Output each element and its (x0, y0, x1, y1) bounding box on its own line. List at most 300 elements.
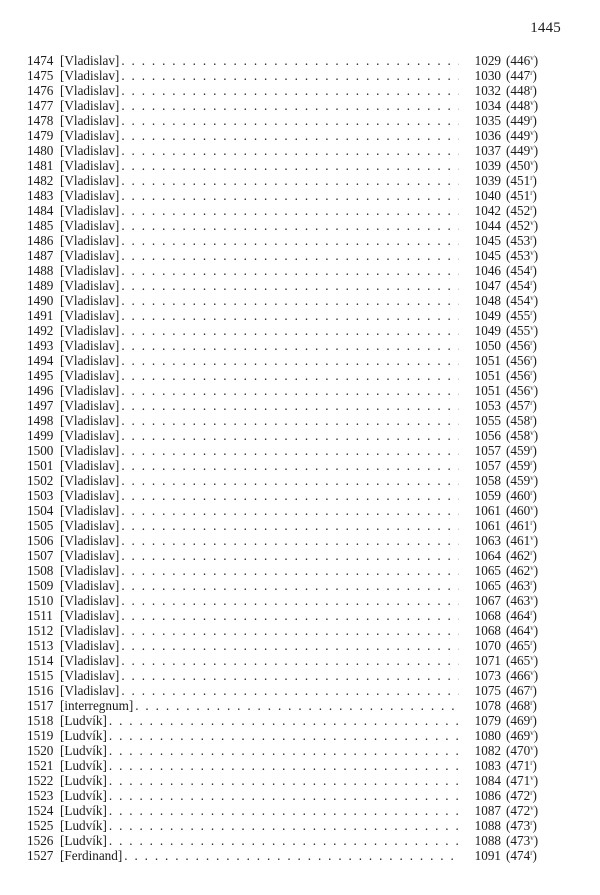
dot-leader (121, 83, 459, 98)
folio-side: v (530, 624, 534, 632)
entry-folio: (454$^v$) (506, 293, 539, 308)
folio-number: 450 (510, 158, 531, 173)
dot-leader (121, 443, 459, 458)
entry-page: 1061 (474, 518, 501, 533)
entry-name: [Ludvík] (60, 788, 107, 803)
entry-folio: (472$^v$) (506, 803, 539, 818)
index-entry (27, 518, 562, 533)
entry-page: 1042 (474, 203, 501, 218)
entry-page: 1032 (474, 83, 501, 98)
entry-page: 1065 (474, 563, 501, 578)
entry-year: 1481 (27, 158, 54, 173)
folio-number: 460 (510, 488, 531, 503)
dot-leader (121, 278, 459, 293)
folio-number: 448 (510, 83, 531, 98)
entry-year: 1486 (27, 233, 54, 248)
entry-folio: (451$^r$) (506, 188, 537, 203)
dot-leader (121, 458, 459, 473)
folio-side: v (530, 504, 534, 512)
folio-side: r (530, 819, 533, 827)
dot-leader (121, 323, 459, 338)
entry-folio: (462$^v$) (506, 563, 539, 578)
folio-side: r (530, 354, 533, 362)
dot-leader (135, 698, 459, 713)
entry-year: 1497 (27, 398, 54, 413)
index-entry (27, 578, 562, 593)
folio-side: r (530, 69, 533, 77)
entry-page: 1055 (474, 413, 501, 428)
folio-number: 470 (510, 743, 531, 758)
entry-name: [Ludvík] (60, 713, 107, 728)
dot-leader (121, 53, 459, 68)
dot-leader (109, 773, 459, 788)
entry-name: [Vladislav] (60, 383, 120, 398)
entry-folio: (446$^v$) (506, 53, 539, 68)
entry-name: [Ludvík] (60, 773, 107, 788)
dot-leader (121, 113, 459, 128)
dot-leader (109, 743, 459, 758)
entry-page: 1067 (474, 593, 501, 608)
folio-number: 453 (510, 233, 531, 248)
entry-year: 1476 (27, 83, 54, 98)
entry-page: 1053 (474, 398, 501, 413)
dot-leader (121, 488, 459, 503)
entry-folio: (459$^r$) (506, 458, 537, 473)
folio-number: 461 (510, 518, 531, 533)
folio-number: 467 (510, 683, 531, 698)
entry-page: 1035 (474, 113, 501, 128)
folio-side: v (530, 744, 534, 752)
index-entry (27, 278, 562, 293)
entry-name: [Vladislav] (60, 323, 120, 338)
entry-page: 1047 (474, 278, 501, 293)
entry-name: [Vladislav] (60, 653, 120, 668)
entry-page: 1065 (474, 578, 501, 593)
folio-number: 452 (510, 203, 531, 218)
entry-name: [Vladislav] (60, 578, 120, 593)
entry-folio: (468$^r$) (506, 698, 537, 713)
entry-year: 1492 (27, 323, 54, 338)
entry-page: 1040 (474, 188, 501, 203)
entry-year: 1494 (27, 353, 54, 368)
entry-page: 1083 (474, 758, 501, 773)
entry-year: 1477 (27, 98, 54, 113)
entry-page: 1061 (474, 503, 501, 518)
dot-leader (109, 728, 459, 743)
folio-side: r (530, 459, 533, 467)
dot-leader (121, 518, 459, 533)
folio-number: 469 (510, 713, 531, 728)
folio-side: r (530, 234, 533, 242)
entry-name: [Ferdinand] (60, 848, 123, 863)
folio-side: r (530, 699, 533, 707)
entry-name: [Vladislav] (60, 173, 120, 188)
folio-number: 473 (510, 833, 531, 848)
entry-name: [Vladislav] (60, 593, 120, 608)
entry-page: 1057 (474, 458, 501, 473)
dot-leader (121, 503, 459, 518)
index-entry (27, 323, 562, 338)
entry-year: 1525 (27, 818, 54, 833)
entry-page: 1088 (474, 833, 501, 848)
entry-year: 1488 (27, 263, 54, 278)
entry-year: 1507 (27, 548, 54, 563)
entry-year: 1527 (27, 848, 54, 863)
folio-side: v (530, 669, 534, 677)
dot-leader (121, 98, 459, 113)
folio-side: v (530, 564, 534, 572)
index-entry (27, 788, 562, 803)
folio-number: 464 (510, 608, 531, 623)
index-entry (27, 443, 562, 458)
entry-folio: (453$^r$) (506, 233, 537, 248)
folio-number: 449 (510, 143, 531, 158)
entry-name: [Vladislav] (60, 398, 120, 413)
entry-folio: (449$^v$) (506, 128, 539, 143)
dot-leader (109, 758, 459, 773)
folio-side: r (530, 714, 533, 722)
dot-leader (121, 248, 459, 263)
entry-year: 1502 (27, 473, 54, 488)
dot-leader (121, 593, 459, 608)
entry-page: 1036 (474, 128, 501, 143)
folio-side: r (530, 489, 533, 497)
entry-year: 1508 (27, 563, 54, 578)
dot-leader (121, 413, 459, 428)
entry-page: 1057 (474, 443, 501, 458)
entry-year: 1483 (27, 188, 54, 203)
dot-leader (121, 608, 459, 623)
entry-year: 1515 (27, 668, 54, 683)
folio-side: r (530, 84, 533, 92)
folio-number: 458 (510, 428, 531, 443)
folio-side: v (530, 429, 534, 437)
dot-leader (121, 548, 459, 563)
dot-leader (121, 158, 459, 173)
index-entry (27, 818, 562, 833)
folio-number: 472 (510, 803, 531, 818)
entry-page: 1044 (474, 218, 501, 233)
folio-number: 458 (510, 413, 531, 428)
entry-folio: (447$^r$) (506, 68, 537, 83)
entry-name: [Vladislav] (60, 458, 120, 473)
entry-year: 1514 (27, 653, 54, 668)
entry-name: [Vladislav] (60, 548, 120, 563)
index-entry (27, 758, 562, 773)
entry-page: 1037 (474, 143, 501, 158)
folio-side: v (530, 474, 534, 482)
entry-folio: (450$^v$) (506, 158, 539, 173)
entry-folio: (460$^v$) (506, 503, 539, 518)
entry-year: 1517 (27, 698, 54, 713)
entry-name: [Vladislav] (60, 98, 120, 113)
folio-number: 471 (510, 758, 531, 773)
folio-number: 456 (510, 353, 531, 368)
index-entry (27, 743, 562, 758)
index-entry (27, 158, 562, 173)
folio-side: r (530, 264, 533, 272)
entry-folio: (458$^v$) (506, 428, 539, 443)
entry-name: [Vladislav] (60, 68, 120, 83)
index-entry (27, 548, 562, 563)
index-entry (27, 653, 562, 668)
entry-folio: (459$^v$) (506, 473, 539, 488)
entry-year: 1519 (27, 728, 54, 743)
dot-leader (121, 68, 459, 83)
entry-folio: (472$^r$) (506, 788, 537, 803)
entry-folio: (456$^r$) (506, 338, 537, 353)
entry-name: [Vladislav] (60, 293, 120, 308)
dot-leader (121, 668, 459, 683)
folio-side: r (530, 759, 533, 767)
entry-year: 1490 (27, 293, 54, 308)
entry-year: 1510 (27, 593, 54, 608)
folio-number: 454 (510, 293, 531, 308)
entry-folio: (461$^v$) (506, 533, 539, 548)
entry-folio: (448$^v$) (506, 98, 539, 113)
entry-name: [Vladislav] (60, 473, 120, 488)
entry-folio: (455$^r$) (506, 308, 537, 323)
folio-number: 455 (510, 323, 531, 338)
entry-folio: (463$^r$) (506, 578, 537, 593)
entry-page: 1079 (474, 713, 501, 728)
entry-year: 1513 (27, 638, 54, 653)
entry-folio: (449$^v$) (506, 143, 539, 158)
entry-name: [Vladislav] (60, 338, 120, 353)
entry-name: [Vladislav] (60, 53, 120, 68)
entry-folio: (455$^v$) (506, 323, 539, 338)
entry-page: 1051 (474, 368, 501, 383)
index-entry (27, 503, 562, 518)
entry-year: 1489 (27, 278, 54, 293)
index-entry (27, 338, 562, 353)
entry-page: 1050 (474, 338, 501, 353)
entry-year: 1511 (27, 608, 53, 623)
folio-side: r (530, 339, 533, 347)
entry-page: 1087 (474, 803, 501, 818)
entry-name: [Ludvík] (60, 818, 107, 833)
folio-side: r (530, 609, 533, 617)
entry-year: 1509 (27, 578, 54, 593)
folio-side: r (530, 639, 533, 647)
entry-name: [Vladislav] (60, 443, 120, 458)
index-entry (27, 683, 562, 698)
entry-page: 1073 (474, 668, 501, 683)
entry-name: [Ludvík] (60, 728, 107, 743)
entry-folio: (452$^v$) (506, 218, 539, 233)
dot-leader (121, 368, 459, 383)
dot-leader (121, 473, 459, 488)
entry-page: 1082 (474, 743, 501, 758)
entry-year: 1524 (27, 803, 54, 818)
folio-side: r (530, 684, 533, 692)
folio-side: v (530, 249, 534, 257)
entry-folio: (464$^v$) (506, 623, 539, 638)
entry-page: 1039 (474, 158, 501, 173)
folio-side: v (530, 774, 534, 782)
entry-name: [Vladislav] (60, 518, 120, 533)
dot-leader (121, 638, 459, 653)
entry-folio: (473$^r$) (506, 818, 537, 833)
folio-number: 465 (510, 638, 531, 653)
entry-page: 1030 (474, 68, 501, 83)
entry-year: 1480 (27, 143, 54, 158)
entry-name: [Vladislav] (60, 308, 120, 323)
entry-year: 1523 (27, 788, 54, 803)
folio-side: v (530, 324, 534, 332)
entry-year: 1474 (27, 53, 54, 68)
entry-name: [Vladislav] (60, 188, 120, 203)
index-entry (27, 698, 562, 713)
folio-number: 473 (510, 818, 531, 833)
entry-year: 1498 (27, 413, 54, 428)
folio-number: 451 (510, 188, 531, 203)
entry-name: [Ludvík] (60, 833, 107, 848)
folio-number: 471 (510, 773, 531, 788)
entry-name: [Vladislav] (60, 263, 120, 278)
folio-side: v (530, 804, 534, 812)
index-entry (27, 458, 562, 473)
entry-page: 1086 (474, 788, 501, 803)
folio-number: 469 (510, 728, 531, 743)
dot-leader (109, 788, 459, 803)
entry-name: [Vladislav] (60, 428, 120, 443)
index-entry (27, 248, 562, 263)
folio-side: v (530, 654, 534, 662)
index-entry (27, 398, 562, 413)
folio-number: 454 (510, 278, 531, 293)
folio-number: 459 (510, 443, 531, 458)
folio-side: r (530, 279, 533, 287)
folio-side: v (530, 729, 534, 737)
entry-name: [Vladislav] (60, 218, 120, 233)
entry-folio: (458$^r$) (506, 413, 537, 428)
index-entry (27, 353, 562, 368)
entry-folio: (453$^v$) (506, 248, 539, 263)
folio-number: 459 (510, 458, 531, 473)
dot-leader (121, 428, 459, 443)
folio-number: 457 (510, 398, 531, 413)
entry-folio: (457$^r$) (506, 398, 537, 413)
folio-side: v (530, 54, 534, 62)
index-entry (27, 293, 562, 308)
entry-name: [Ludvík] (60, 743, 107, 758)
dot-leader (121, 383, 459, 398)
entry-folio: (456$^r$) (506, 368, 537, 383)
dot-leader (121, 653, 459, 668)
folio-number: 466 (510, 668, 531, 683)
entry-page: 1070 (474, 638, 501, 653)
entry-year: 1479 (27, 128, 54, 143)
entry-page: 1064 (474, 548, 501, 563)
dot-leader (121, 173, 459, 188)
entry-name: [Vladislav] (60, 113, 120, 128)
entry-folio: (465$^r$) (506, 638, 537, 653)
entry-year: 1516 (27, 683, 54, 698)
entry-year: 1512 (27, 623, 54, 638)
entry-folio: (465$^v$) (506, 653, 539, 668)
entry-page: 1075 (474, 683, 501, 698)
index-entry (27, 113, 562, 128)
entry-year: 1506 (27, 533, 54, 548)
entry-name: [Vladislav] (60, 353, 120, 368)
entry-year: 1520 (27, 743, 54, 758)
index-entry (27, 218, 562, 233)
folio-number: 446 (510, 53, 531, 68)
index-entry (27, 383, 562, 398)
entry-page: 1080 (474, 728, 501, 743)
dot-leader (121, 338, 459, 353)
entry-page: 1045 (474, 248, 501, 263)
dot-leader (109, 818, 459, 833)
entry-name: [Vladislav] (60, 83, 120, 98)
folio-side: r (530, 444, 533, 452)
entry-year: 1496 (27, 383, 54, 398)
dot-leader (121, 293, 459, 308)
entry-folio: (467$^r$) (506, 683, 537, 698)
folio-number: 459 (510, 473, 531, 488)
folio-number: 451 (510, 173, 531, 188)
index-entry (27, 563, 562, 578)
folio-side: r (530, 579, 533, 587)
entry-name: [Vladislav] (60, 563, 120, 578)
entry-page: 1051 (474, 383, 501, 398)
index-entry (27, 593, 562, 608)
entry-year: 1499 (27, 428, 54, 443)
dot-leader (121, 563, 459, 578)
entry-page: 1034 (474, 98, 501, 113)
index-entry (27, 428, 562, 443)
entry-folio: (456$^r$) (506, 353, 537, 368)
index-entry (27, 143, 562, 158)
folio-side: v (530, 384, 534, 392)
index-entry (27, 803, 562, 818)
dot-leader (121, 683, 459, 698)
entry-folio: (466$^v$) (506, 668, 539, 683)
entry-name: [Vladislav] (60, 413, 120, 428)
entry-page: 1051 (474, 353, 501, 368)
folio-number: 462 (510, 563, 531, 578)
folio-side: v (530, 294, 534, 302)
entry-folio: (462$^r$) (506, 548, 537, 563)
folio-number: 461 (510, 533, 531, 548)
entry-page: 1049 (474, 323, 501, 338)
folio-side: v (530, 594, 534, 602)
dot-leader (121, 218, 459, 233)
folio-number: 448 (510, 98, 531, 113)
index-entry (27, 623, 562, 638)
folio-side: r (530, 519, 533, 527)
entry-page: 1045 (474, 233, 501, 248)
dot-leader (121, 188, 459, 203)
entry-page: 1059 (474, 488, 501, 503)
index-entry (27, 413, 562, 428)
folio-number: 468 (510, 698, 531, 713)
entry-name: [Vladislav] (60, 158, 120, 173)
index-entry (27, 713, 562, 728)
index-entry (27, 83, 562, 98)
entry-year: 1500 (27, 443, 54, 458)
index-entry (27, 68, 562, 83)
index-entry (27, 368, 562, 383)
entry-page: 1088 (474, 818, 501, 833)
folio-number: 455 (510, 308, 531, 323)
entry-page: 1048 (474, 293, 501, 308)
entry-page: 1068 (474, 608, 501, 623)
folio-number: 447 (510, 68, 531, 83)
folio-side: v (530, 129, 534, 137)
entry-page: 1046 (474, 263, 501, 278)
